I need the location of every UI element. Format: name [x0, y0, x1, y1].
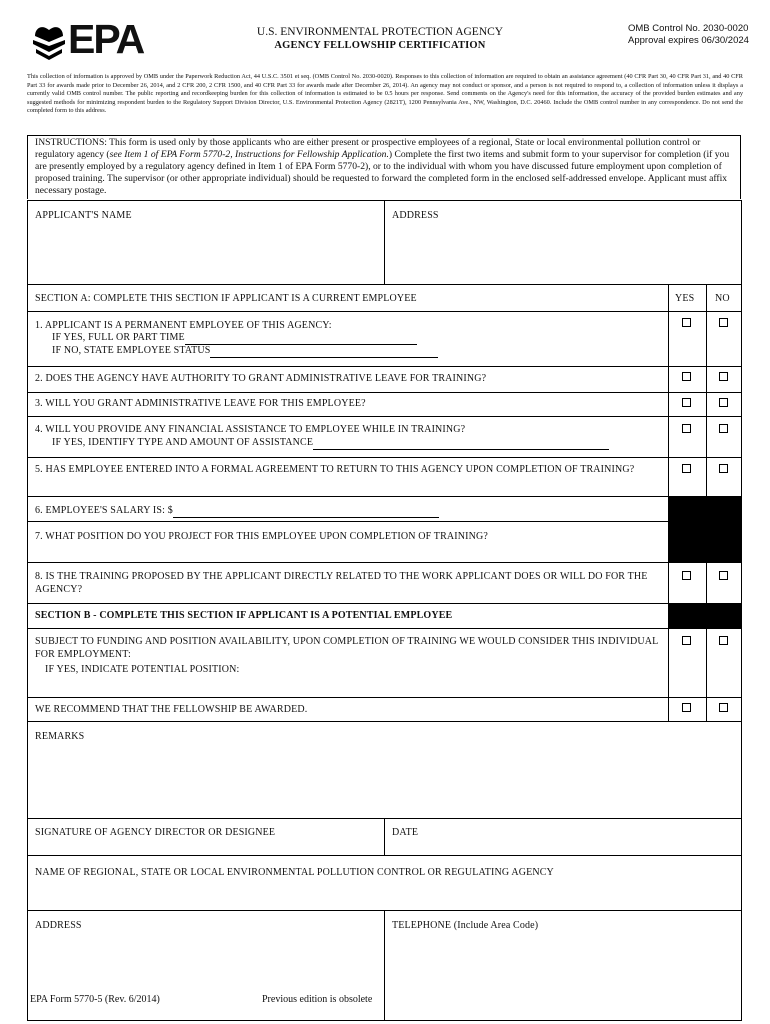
epa-logo — [30, 16, 145, 62]
remarks-label: REMARKS — [35, 731, 85, 742]
q1-yes-checkbox[interactable] — [682, 318, 691, 327]
section-b-title: SECTION B - COMPLETE THIS SECTION IF APPLICANT IS A POTENTIAL EMPLOYEE — [35, 610, 453, 621]
instructions-lead: INSTRUCTIONS: This form is used only by those applicants who are either present or prospective employees of a regional, State or local environmental pollution control or regulatory agency ( — [35, 137, 701, 160]
applicant-name-label: APPLICANT'S NAME — [35, 210, 132, 221]
q5-no-checkbox[interactable] — [719, 464, 728, 473]
q4-no-checkbox[interactable] — [719, 424, 728, 433]
no-header: NO — [715, 293, 730, 304]
salary-line[interactable] — [173, 507, 439, 518]
paperwork-notice: This collection of information is approved by OMB under the Paperwork Reduction Act, 44 U.S.C. 3501 et seq. (OMB Control No. 2030-0020). Responses to this collection of information are required to obtain an assistance agreement (40 CFR Part 30, 40 CFR Part 31, and 40 CFR Part 33 for awards made prior to December 26, 2014, and 2 CFR 200, 2 CFR 1500, and 40 CFR Part 33 for awards made after December 26, 2014). An agency may not conduct or sponsor, and a person is not required to respond to, a collection of information unless it displays a currently valid OMB control number. The public reporting and recordkeeping burden for this collection of information is estimated to be 0.5 hours per response. Send comments on the Agency's need for this information, the accuracy of the provided burden estimates and any suggested methods for minimizing respondent burden to the Regulatory Support Division Director, U.S. Environmental Protection Agency (2821T), 1200 Pennsylvania Ave., NW, Washington, D.C. 20460. Include the OMB control number in any correspondence. Do not send the completed form to this address. — [27, 73, 743, 115]
q1-no-checkbox[interactable] — [719, 318, 728, 327]
logo-text: EPA — [68, 16, 144, 62]
address-label: ADDRESS — [392, 210, 439, 221]
telephone-label: TELEPHONE (Include Area Code) — [392, 920, 539, 931]
agency-name: U.S. ENVIRONMENTAL PROTECTION AGENCY — [256, 26, 504, 38]
shaded-cell — [669, 497, 741, 562]
address-field[interactable] — [391, 226, 740, 282]
agency-name-label: NAME OF REGIONAL, STATE OR LOCAL ENVIRONMENTAL POLLUTION CONTROL OR REGULATING AGENCY — [35, 867, 554, 878]
recommend-yes-checkbox[interactable] — [682, 703, 691, 712]
q3-yes-checkbox[interactable] — [682, 398, 691, 407]
approval-expires: Approval expires 06/30/2024 — [628, 35, 749, 46]
q8-yes-checkbox[interactable] — [682, 571, 691, 580]
date-label: DATE — [392, 827, 419, 838]
q4-assistance-line[interactable] — [313, 439, 609, 450]
section-a-title: SECTION A: COMPLETE THIS SECTION IF APPLICANT IS A CURRENT EMPLOYEE — [35, 293, 417, 304]
q8-no-checkbox[interactable] — [719, 571, 728, 580]
q2-label: 2. DOES THE AGENCY HAVE AUTHORITY TO GRANT ADMINISTRATIVE LEAVE FOR TRAINING? — [35, 373, 487, 384]
remarks-field[interactable] — [34, 746, 738, 816]
recommend-label: WE RECOMMEND THAT THE FELLOWSHIP BE AWARDED. — [35, 704, 308, 715]
q1-label: 1. APPLICANT IS A PERMANENT EMPLOYEE OF THIS AGENCY: — [35, 320, 332, 331]
q3-label: 3. WILL YOU GRANT ADMINISTRATIVE LEAVE FOR THIS EMPLOYEE? — [35, 398, 366, 409]
q1-status-label: IF NO, STATE EMPLOYEE STATUS — [52, 345, 438, 358]
instructions-ref: see Item 1 of EPA Form 5770-2, Instructions for Fellowship Application. — [109, 149, 389, 160]
telephone-field[interactable] — [391, 936, 740, 958]
omb-block — [628, 23, 749, 47]
signature-label: SIGNATURE OF AGENCY DIRECTOR OR DESIGNEE — [35, 827, 276, 838]
instructions-tail: ) Complete the first two items and submit form to your supervisor for completion (if you are presently employed by a regulatory agency defined in Item 1 of EPA Form 5770-2), or to the individual with whom you have discussed future employment upon completion of proposed training. The supervisor (or other appropriate individual) should be requested to forward the completed form in the enclosed self-addressed envelope. Applicant must affix necessary postage. — [35, 149, 730, 196]
recommend-no-checkbox[interactable] — [719, 703, 728, 712]
q4-yes-checkbox[interactable] — [682, 424, 691, 433]
q1-fullpart-line[interactable] — [185, 334, 417, 345]
applicant-name-field[interactable] — [34, 226, 383, 282]
q2-no-checkbox[interactable] — [719, 372, 728, 381]
shaded-cell — [669, 604, 741, 628]
obsolete-note: Previous edition is obsolete — [262, 994, 373, 1005]
q5-label: 5. HAS EMPLOYEE ENTERED INTO A FORMAL AGREEMENT TO RETURN TO THIS AGENCY UPON COMPLETION OF TRAINING? — [35, 464, 635, 475]
potential-position-label: IF YES, INDICATE POTENTIAL POSITION: — [45, 664, 240, 675]
q6-label: 6. EMPLOYEE'S SALARY IS: $ — [35, 505, 439, 518]
q1-status-line[interactable] — [210, 347, 438, 358]
section-b-no-checkbox[interactable] — [719, 636, 728, 645]
q4-assistance-label: IF YES, IDENTIFY TYPE AND AMOUNT OF ASSISTANCE — [52, 437, 609, 450]
agency-address-field[interactable] — [34, 936, 383, 1020]
q5-yes-checkbox[interactable] — [682, 464, 691, 473]
yes-header: YES — [675, 293, 695, 304]
form-id: EPA Form 5770-5 (Rev. 6/2014) — [30, 994, 160, 1005]
instructions-box — [27, 135, 741, 199]
q8-label: 8. IS THE TRAINING PROPOSED BY THE APPLICANT DIRECTLY RELATED TO THE WORK APPLICANT DOES OR WILL DO FOR THE AGENCY? — [35, 571, 648, 595]
form-title: AGENCY FELLOWSHIP CERTIFICATION — [274, 40, 486, 51]
section-b-q1-label: SUBJECT TO FUNDING AND POSITION AVAILABILITY, UPON COMPLETION OF TRAINING WE WOULD CONSIDER THIS INDIVIDUAL FOR EMPLOYMENT: — [35, 636, 659, 660]
q3-no-checkbox[interactable] — [719, 398, 728, 407]
q1-fullpart-label: IF YES, FULL OR PART TIME — [52, 332, 417, 345]
q2-yes-checkbox[interactable] — [682, 372, 691, 381]
omb-control: OMB Control No. 2030-0020 — [628, 23, 749, 34]
q4-label: 4. WILL YOU PROVIDE ANY FINANCIAL ASSISTANCE TO EMPLOYEE WHILE IN TRAINING? — [35, 424, 466, 435]
q7-label: 7. WHAT POSITION DO YOU PROJECT FOR THIS EMPLOYEE UPON COMPLETION OF TRAINING? — [35, 531, 488, 542]
agency-title — [200, 25, 560, 53]
agency-name-field[interactable] — [34, 884, 738, 906]
section-b-yes-checkbox[interactable] — [682, 636, 691, 645]
agency-address-label: ADDRESS — [35, 920, 82, 931]
